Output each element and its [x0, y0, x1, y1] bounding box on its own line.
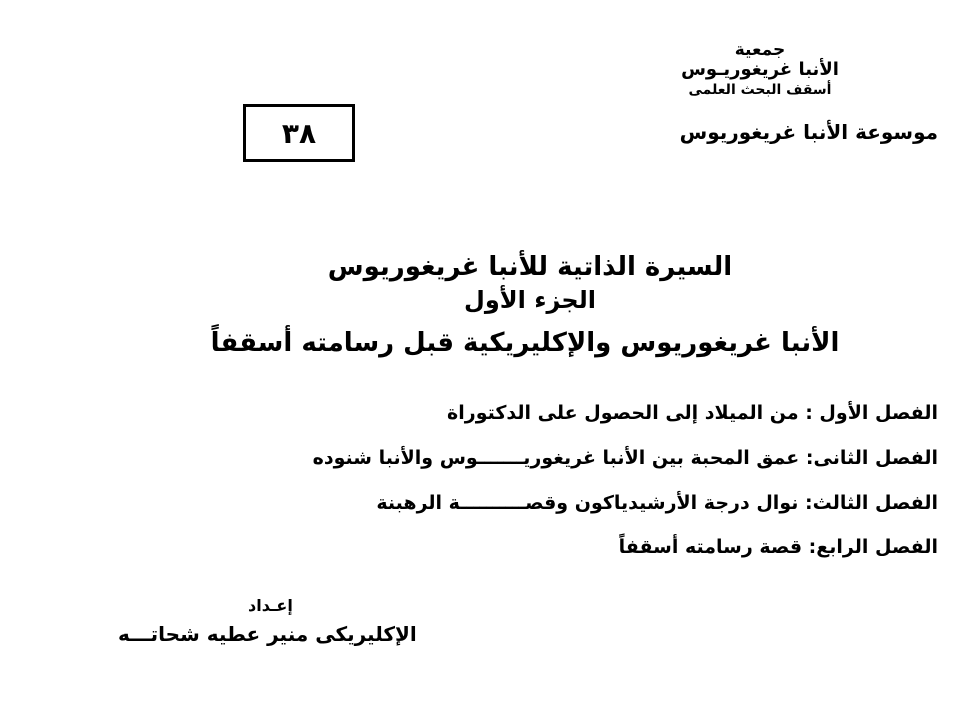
- prepared-by-label: إعـداد: [248, 596, 293, 615]
- subtitle: الأنبا غريغوريوس والإكليريكية قبل رسامته أسقفاً: [210, 328, 840, 358]
- chapter-3: الفصل الثالث: نوال درجة الأرشيدياكون وقصــــــــــة الرهبنة: [376, 492, 938, 514]
- main-title: السيرة الذاتية للأنبا غريغوريوس: [327, 252, 733, 282]
- volume-number-box: [243, 104, 355, 162]
- organization-header: [650, 40, 870, 100]
- author-name: الإكليريكى منير عطيه شحاتـــه: [118, 622, 417, 646]
- org-line-1: جمعية: [734, 40, 786, 60]
- chapter-4: الفصل الرابع: قصة رسامته أسقفاً: [618, 536, 938, 558]
- part-title: الجزء الأول: [464, 286, 596, 314]
- chapter-1: الفصل الأول : من الميلاد إلى الحصول على الدكتوراة: [447, 402, 938, 424]
- org-line-2: الأنبا غريغوريـوس: [681, 59, 839, 80]
- org-line-3: أسقف البحث العلمى: [688, 82, 832, 98]
- chapter-2: الفصل الثانى: عمق المحبة بين الأنبا غريغوريـــــــوس والأنبا شنوده: [312, 447, 938, 469]
- series-title: موسوعة الأنبا غريغوريوس: [679, 120, 938, 144]
- volume-number: ٣٨: [281, 116, 317, 150]
